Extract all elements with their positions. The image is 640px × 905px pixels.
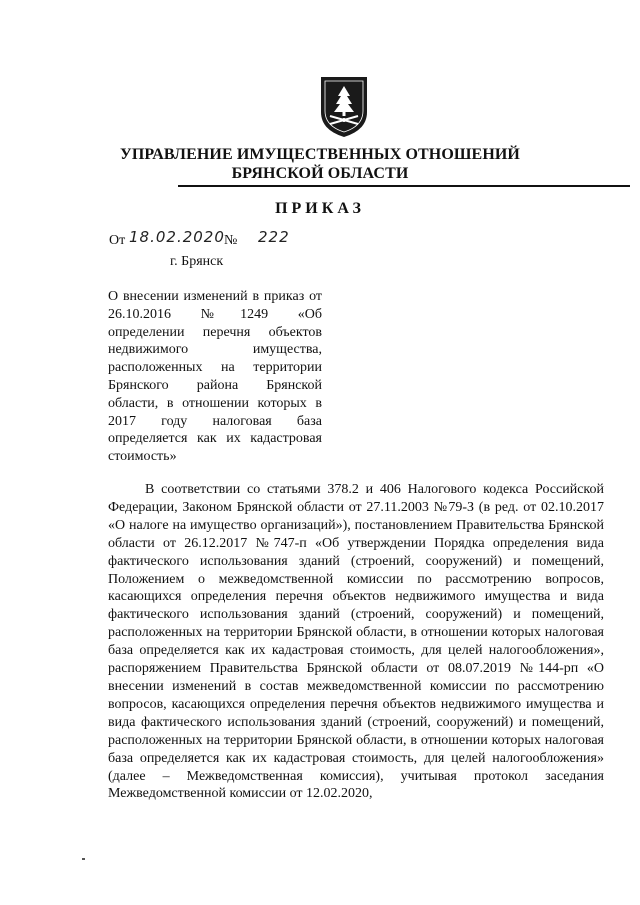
document-subject: О внесении изменений в приказ от 26.10.2016 №1249 «Об определении перечня объектов недвижимого имущества, расположенных на территории Брянского района Брянской области, в отношении которых в 2017 году налоговая база определяется как их кадастровая стоимость» bbox=[108, 289, 322, 465]
date-prefix: От bbox=[109, 233, 126, 248]
coat-of-arms-icon bbox=[318, 74, 370, 140]
number-prefix: № bbox=[224, 233, 238, 248]
organization-name-line1: УПРАВЛЕНИЕ ИМУЩЕСТВЕННЫХ ОТНОШЕНИЙ bbox=[120, 146, 520, 163]
city-name: г. Брянск bbox=[170, 254, 224, 269]
scan-mark bbox=[82, 858, 85, 860]
number-handwritten: 222 bbox=[258, 228, 290, 246]
date-handwritten: 18.02.2020 bbox=[129, 228, 225, 246]
organization-name-line2: БРЯНСКОЙ ОБЛАСТИ bbox=[231, 165, 409, 182]
body-paragraph: В соответствии со статьями 378.2 и 406 Налогового кодекса Российской Федерации, Законом Брянской области от 27.11.2003 №79-З (в ред. от 02.10.2017 «О налоге на имущество организаций»), постановлением Правительства Брянской области от 26.12.2017 №747-п «Об утверждении Порядка определения вида фактического использования зданий (строений, сооружений) и помещений, Положением о межведомственной комиссии по рассмотрению вопросов, касающихся определения перечня объектов недвижимого имущества и вида фактического использования зданий (строений, сооружений) и помещений, расположенных на территории Брянской области, в отношении которых налоговая база определяется как их кадастровая стоимость, для целей налогообложения», распоряжением Правительства Брянской области от 08.07.2019 №144-рп «О внесении изменений в состав межведомственной комиссии по рассмотрению вопросов, касающихся определения перечня объектов недвижимого имущества и вида фактического использования зданий (строений, сооружений) и помещений, расположенных на территории Брянской области, в отношении которых налоговая база определяется как их кадастровая стоимость, для целей налогообложения» (далее – Межведомственная комиссия), учитывая протокол заседания Межведомственной комиссии от 12.02.2020, bbox=[108, 482, 604, 802]
header-divider bbox=[178, 185, 630, 187]
document-type: ПРИКАЗ bbox=[275, 200, 365, 217]
